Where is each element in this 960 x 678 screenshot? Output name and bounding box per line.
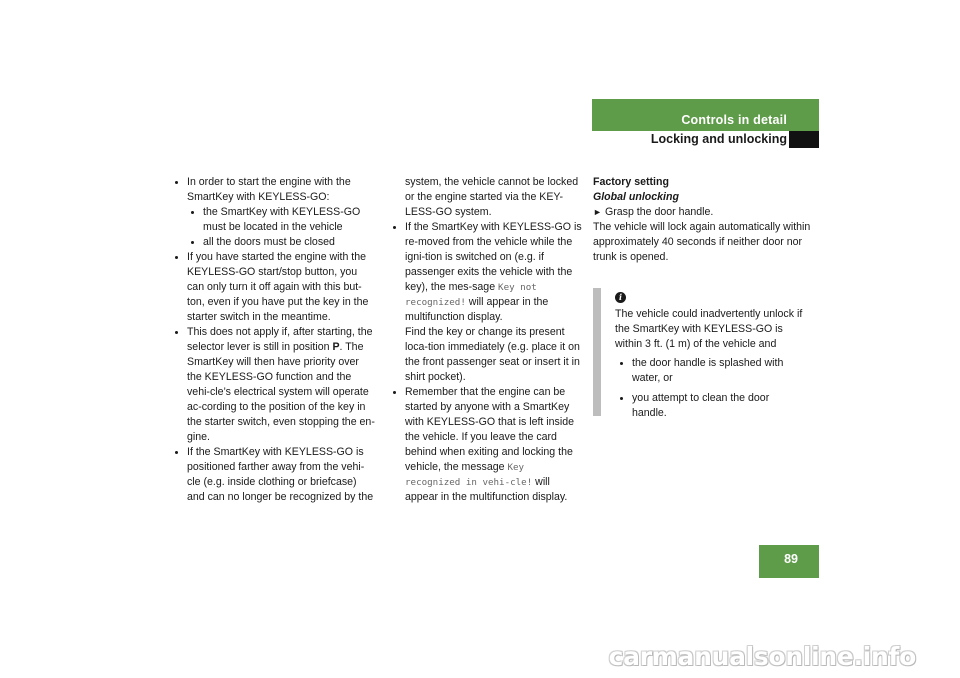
bullet-key-far-away: If the SmartKey with KEYLESS-GO is positioned farther away from the vehi-cle (e.g. inside clothing or briefcase) and can no longer be recognized by the bbox=[170, 445, 376, 505]
note-content bbox=[615, 307, 803, 426]
find-key-text: Find the key or change its present loca-tion immediately (e.g. place it on the front passenger seat or insert it in shirt pocket). bbox=[405, 326, 580, 383]
info-icon: i bbox=[615, 292, 626, 303]
section-title: Controls in detail bbox=[681, 113, 787, 127]
display-message-recognized: Key recognized in vehi-cle! bbox=[405, 462, 533, 488]
factory-setting-heading: Factory setting bbox=[593, 176, 669, 188]
display-message-not-recognized: Key not recognized! bbox=[405, 282, 537, 308]
subsection-title: Locking and unlocking bbox=[650, 132, 787, 146]
watermark: carmanualsonline.info bbox=[608, 642, 916, 671]
subbullet-key-in-vehicle: the SmartKey with KEYLESS-GO must be located in the vehicle bbox=[170, 205, 376, 235]
step-grasp-handle: ► Grasp the door handle. bbox=[593, 206, 714, 218]
bullet-turn-off: If you have started the engine with the KEYLESS-GO start/stop button, you can only turn it off again with this but-ton, even if you have put the key in the starter switch in the meantime. bbox=[170, 250, 376, 325]
bullet-key-left-inside: Remember that the engine can be started by anyone with a SmartKey with KEYLESS-GO that is left inside the vehicle. If you leave the card behind when exiting and locking the vehicle, the message Key recognized in vehi-cle! will appear in the multifunction display. bbox=[388, 385, 584, 505]
note-bullet-splashed: the door handle is splashed with water, or bbox=[615, 356, 803, 386]
subbullet-doors-closed: all the doors must be closed bbox=[170, 235, 376, 250]
info-note bbox=[593, 288, 803, 419]
relock-paragraph: The vehicle will lock again automatically within approximately 40 seconds if neither door nor trunk is opened. bbox=[593, 221, 811, 263]
step-arrow-icon: ► bbox=[593, 207, 602, 217]
header-marker bbox=[789, 131, 819, 148]
bullet-key-removed: If the SmartKey with KEYLESS-GO is re-moved from the vehicle while the igni-tion is switched on (e.g. if passenger exits the vehicle with the key), the mes-sage Key not recognized! will appear in the multifunction display. bbox=[388, 220, 584, 325]
page-number: 89 bbox=[784, 552, 798, 566]
column-1 bbox=[170, 175, 376, 505]
column-3 bbox=[593, 175, 818, 265]
bullet-selector-lever: This does not apply if, after starting, the selector lever is still in position P. The SmartKey will then have priority over the KEYLESS-GO function and the vehi-cle’s electrical system will operate ac-cording to the position of the key in the starter switch, even stopping the en-gine. bbox=[170, 325, 376, 445]
bullet-start-engine: In order to start the engine with the SmartKey with KEYLESS-GO: bbox=[170, 175, 376, 205]
column-2 bbox=[388, 175, 584, 505]
note-text: The vehicle could inadvertently unlock if the SmartKey with KEYLESS-GO is within 3 ft. (1 m) of the vehicle and bbox=[615, 308, 803, 350]
footer bbox=[0, 640, 960, 678]
global-unlocking-heading: Global unlocking bbox=[593, 191, 679, 203]
page-number-box bbox=[759, 545, 819, 578]
continued-text: system, the vehicle cannot be locked or the engine started via the KEY-LESS-GO system. bbox=[405, 176, 579, 218]
subsection-header bbox=[592, 131, 819, 148]
note-bullet-clean: you attempt to clean the door handle. bbox=[615, 391, 803, 421]
position-letter: P bbox=[332, 341, 340, 353]
